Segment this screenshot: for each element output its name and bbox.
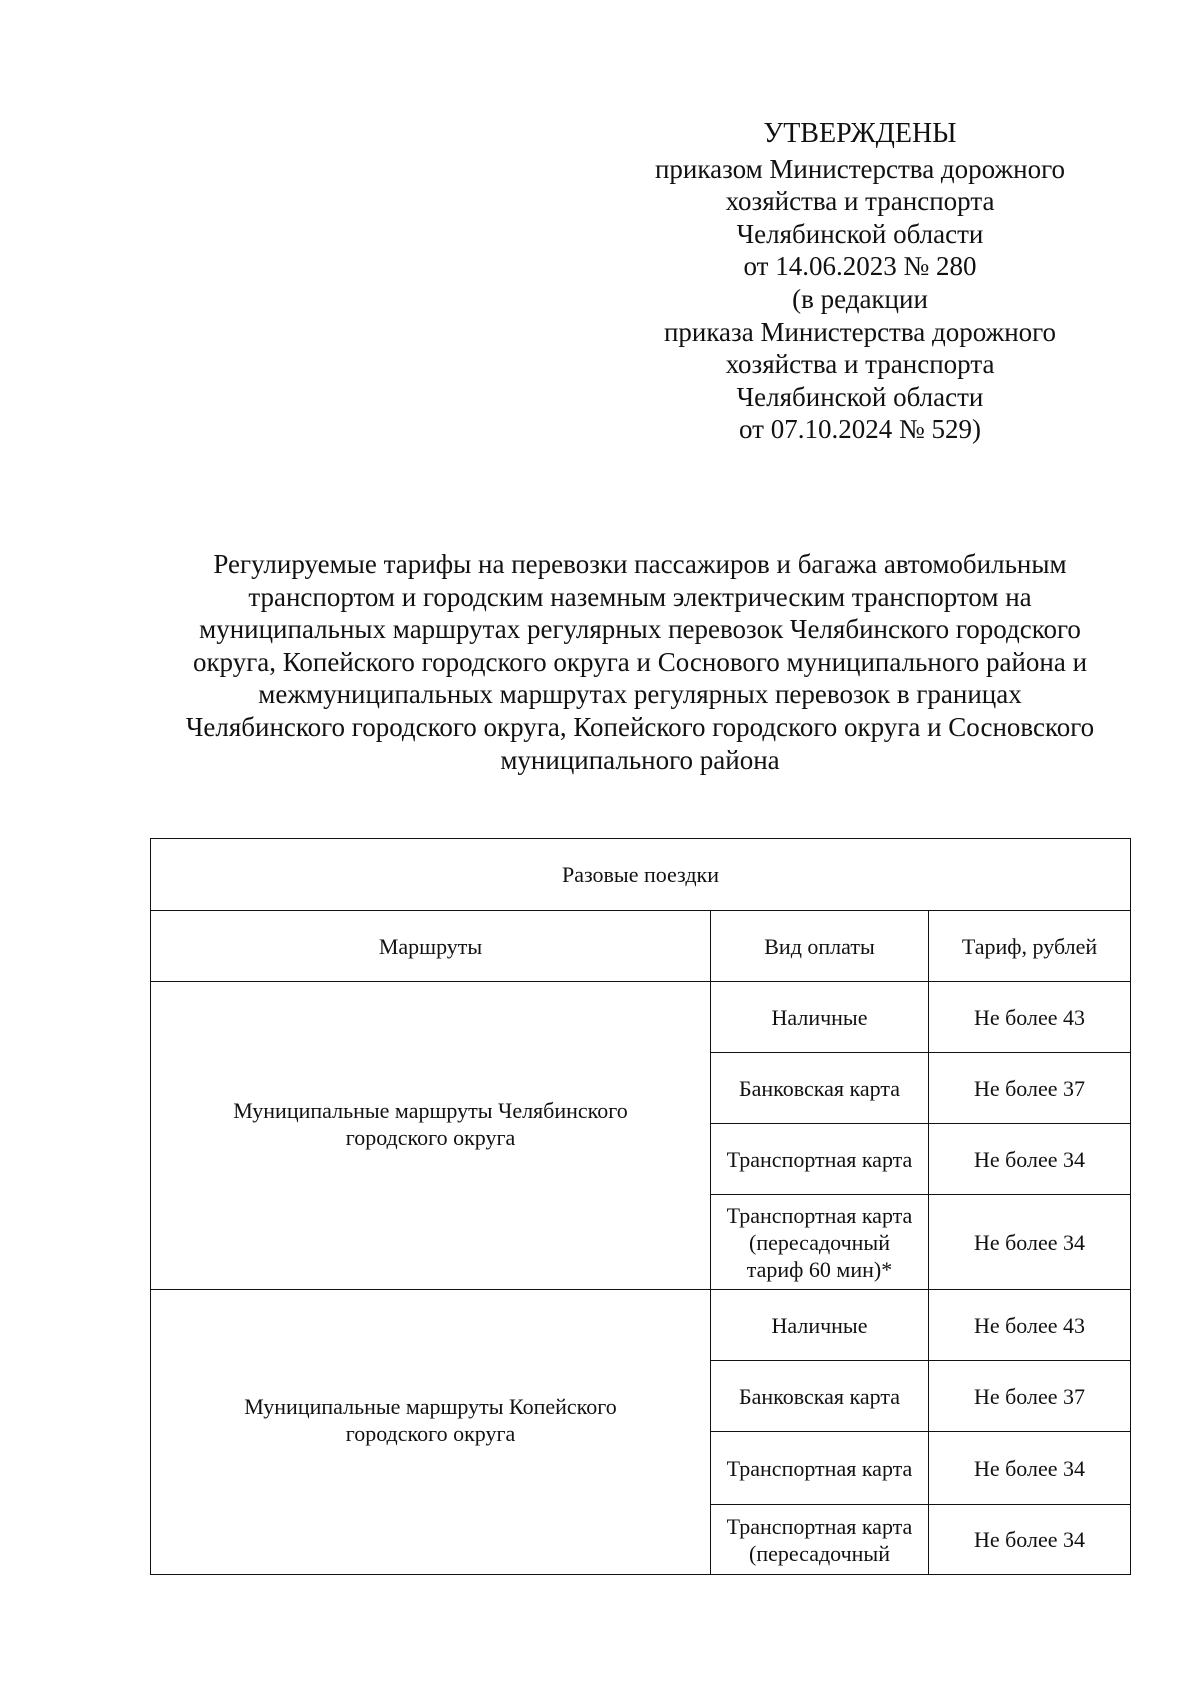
approval-line: приказа Министерства дорожного — [663, 316, 1057, 347]
approval-line: хозяйства и транспорта — [725, 349, 995, 380]
title-line: муниципальных маршрутах регулярных перевозок Челябинского городского — [199, 614, 1081, 645]
approval-line: хозяйства и транспорта — [725, 186, 995, 217]
payment-cell: Наличные — [711, 982, 929, 1053]
section-header-cell: Разовые поездки — [151, 839, 1131, 911]
tariff-cell: Не более 34 — [929, 1195, 1131, 1290]
payment-cell — [711, 1195, 929, 1290]
document-title — [140, 548, 1140, 776]
tariff-table — [150, 838, 1131, 1575]
payment-cell: Банковская карта — [711, 1361, 929, 1432]
route-cell-kopeysk — [151, 1290, 711, 1575]
column-header-tariff: Тариф, рублей — [929, 911, 1131, 982]
payment-line: Транспортная карта — [726, 1202, 913, 1228]
route-line: городского округа — [345, 1124, 516, 1150]
tariff-cell: Не более 37 — [929, 1361, 1131, 1432]
table-header-row — [151, 911, 1131, 982]
tariff-cell: Не более 34 — [929, 1124, 1131, 1195]
tariff-cell: Не более 37 — [929, 1053, 1131, 1124]
tariff-cell: Не более 34 — [929, 1432, 1131, 1505]
tariff-cell: Не более 43 — [929, 982, 1131, 1053]
approval-line: от 14.06.2023 № 280 — [743, 251, 977, 282]
payment-line: тариф 60 мин)* — [746, 1256, 893, 1282]
payment-cell: Транспортная карта — [711, 1432, 929, 1505]
payment-cell: Банковская карта — [711, 1053, 929, 1124]
route-line: городского округа — [345, 1421, 516, 1446]
approval-line: приказом Министерства дорожного — [654, 153, 1066, 184]
payment-cell — [711, 1505, 929, 1575]
approval-heading: УТВЕРЖДЕНЫ — [763, 118, 957, 149]
title-line: муниципального района — [500, 744, 780, 775]
table-row — [151, 982, 1131, 1053]
approval-line: от 07.10.2024 № 529) — [739, 414, 981, 445]
payment-line: (пересадочный — [749, 1541, 890, 1566]
table-section-row — [151, 839, 1131, 911]
title-line: Челябинского городского округа, Копейского городского округа и Сосновского — [185, 711, 1095, 742]
payment-cell: Наличные — [711, 1290, 929, 1361]
approval-line: (в редакции — [792, 283, 928, 314]
tariff-cell: Не более 34 — [929, 1505, 1131, 1575]
title-line: транспортом и городским наземным электрическим транспортом на — [248, 581, 1032, 612]
column-header-payment: Вид оплаты — [711, 911, 929, 982]
table-row — [151, 1290, 1131, 1361]
approval-block — [620, 118, 1100, 446]
title-line: округа, Копейского городского округа и Соснового муниципального района и — [192, 646, 1088, 677]
route-cell-chelyabinsk — [151, 982, 711, 1290]
title-line: межмуниципальных маршрутах регулярных перевозок в границах — [258, 679, 1022, 710]
payment-cell: Транспортная карта — [711, 1124, 929, 1195]
route-line: Муниципальные маршруты Челябинского — [233, 1097, 628, 1123]
approval-line: Челябинской области — [736, 381, 984, 412]
column-header-routes: Маршруты — [151, 911, 711, 982]
payment-line: Транспортная карта — [726, 1514, 913, 1539]
payment-line: (пересадочный — [749, 1229, 890, 1255]
title-line: Регулируемые тарифы на перевозки пассажиров и багажа автомобильным — [213, 549, 1067, 579]
tariff-cell: Не более 43 — [929, 1290, 1131, 1361]
approval-line: Челябинской области — [736, 218, 984, 249]
route-line: Муниципальные маршруты Копейского — [244, 1394, 617, 1419]
